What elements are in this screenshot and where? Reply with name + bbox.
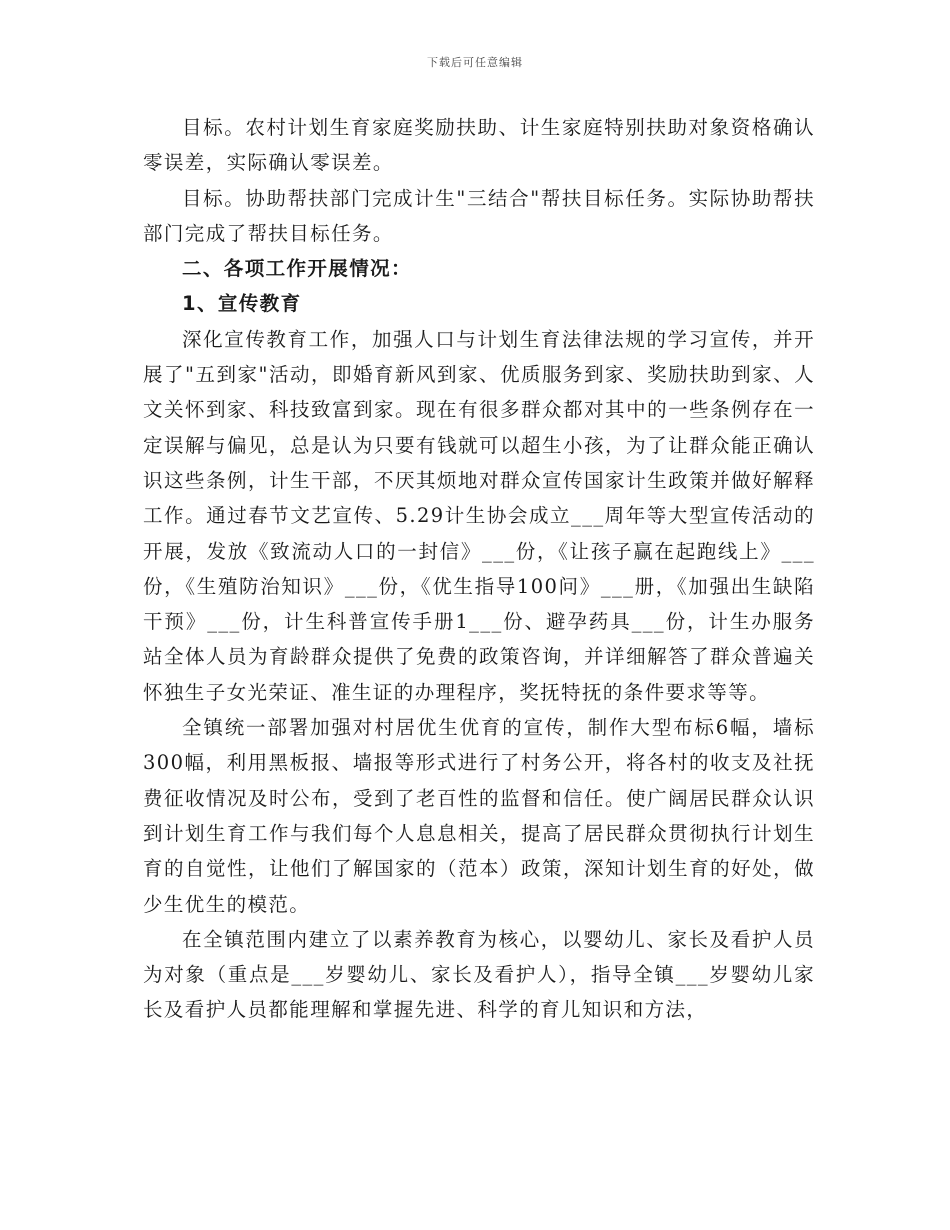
paragraph-goal-assistance: 目标。协助帮扶部门完成计生"三结合"帮扶目标任务。实际协助帮扶部门完成了帮扶目标任务。 — [143, 186, 815, 245]
paragraph-town-deployment: 全镇统一部署加强对村居优生优育的宣传，制作大型布标6幅，墙标300幅，利用黑板报、墙报等形式进行了村务公开，将各村的收支及社抚费征收情况及时公布，受到了老百性的监督和信任。使广阔居民群众认识到计划生育工作与我们每个人息息相关，提高了居民群众贯彻执行计划生育的自觉性，让他们了解国家的（范本）政策，深知计划生育的好处，做少生优生的模范。 — [143, 716, 815, 916]
paragraph-goal-reward-support: 目标。农村计划生育家庭奖励扶助、计生家庭特别扶助对象资格确认零误差，实际确认零误差。 — [143, 116, 815, 175]
section-heading-work-progress: 二、各项工作开展情况： — [182, 257, 412, 281]
document-body — [143, 110, 815, 1028]
page-header: 下载后可任意编辑 — [427, 56, 523, 69]
paragraph-infant-education: 在全镇范围内建立了以素养教育为核心，以婴幼儿、家长及看护人员为对象（重点是___岁婴幼儿、家长及看护人），指导全镇___岁婴幼儿家长及看护人员都能理解和掌握先进、科学的育儿知识和方法， — [143, 927, 815, 1022]
subsection-heading-publicity: 1、宣传教育 — [182, 292, 302, 316]
paragraph-publicity-education: 深化宣传教育工作，加强人口与计划生育法律法规的学习宣传，并开展了"五到家"活动，即婚育新风到家、优质服务到家、奖励扶助到家、人文关怀到家、科技致富到家。现在有很多群众都对其中的一些条例存在一定误解与偏见，总是认为只要有钱就可以超生小孩，为了让群众能正确认识这些条例，计生干部，不厌其烦地对群众宣传国家计生政策并做好解释工作。通过春节文艺宣传、5.29计生协会成立___周年等大型宣传活动的开展，发放《致流动人口的一封信》___份，《让孩子赢在起跑线上》___份，《生殖防治知识》___份，《优生指导100问》___册，《加强出生缺陷干预》___份，计生科普宣传手册1___份、避孕药具___份，计生办服务站全体人员为育龄群众提供了免费的政策咨询，并详细解答了群众普遍关怀独生子女光荣证、准生证的办理程序，奖抚特抚的条件要求等等。 — [143, 327, 815, 704]
